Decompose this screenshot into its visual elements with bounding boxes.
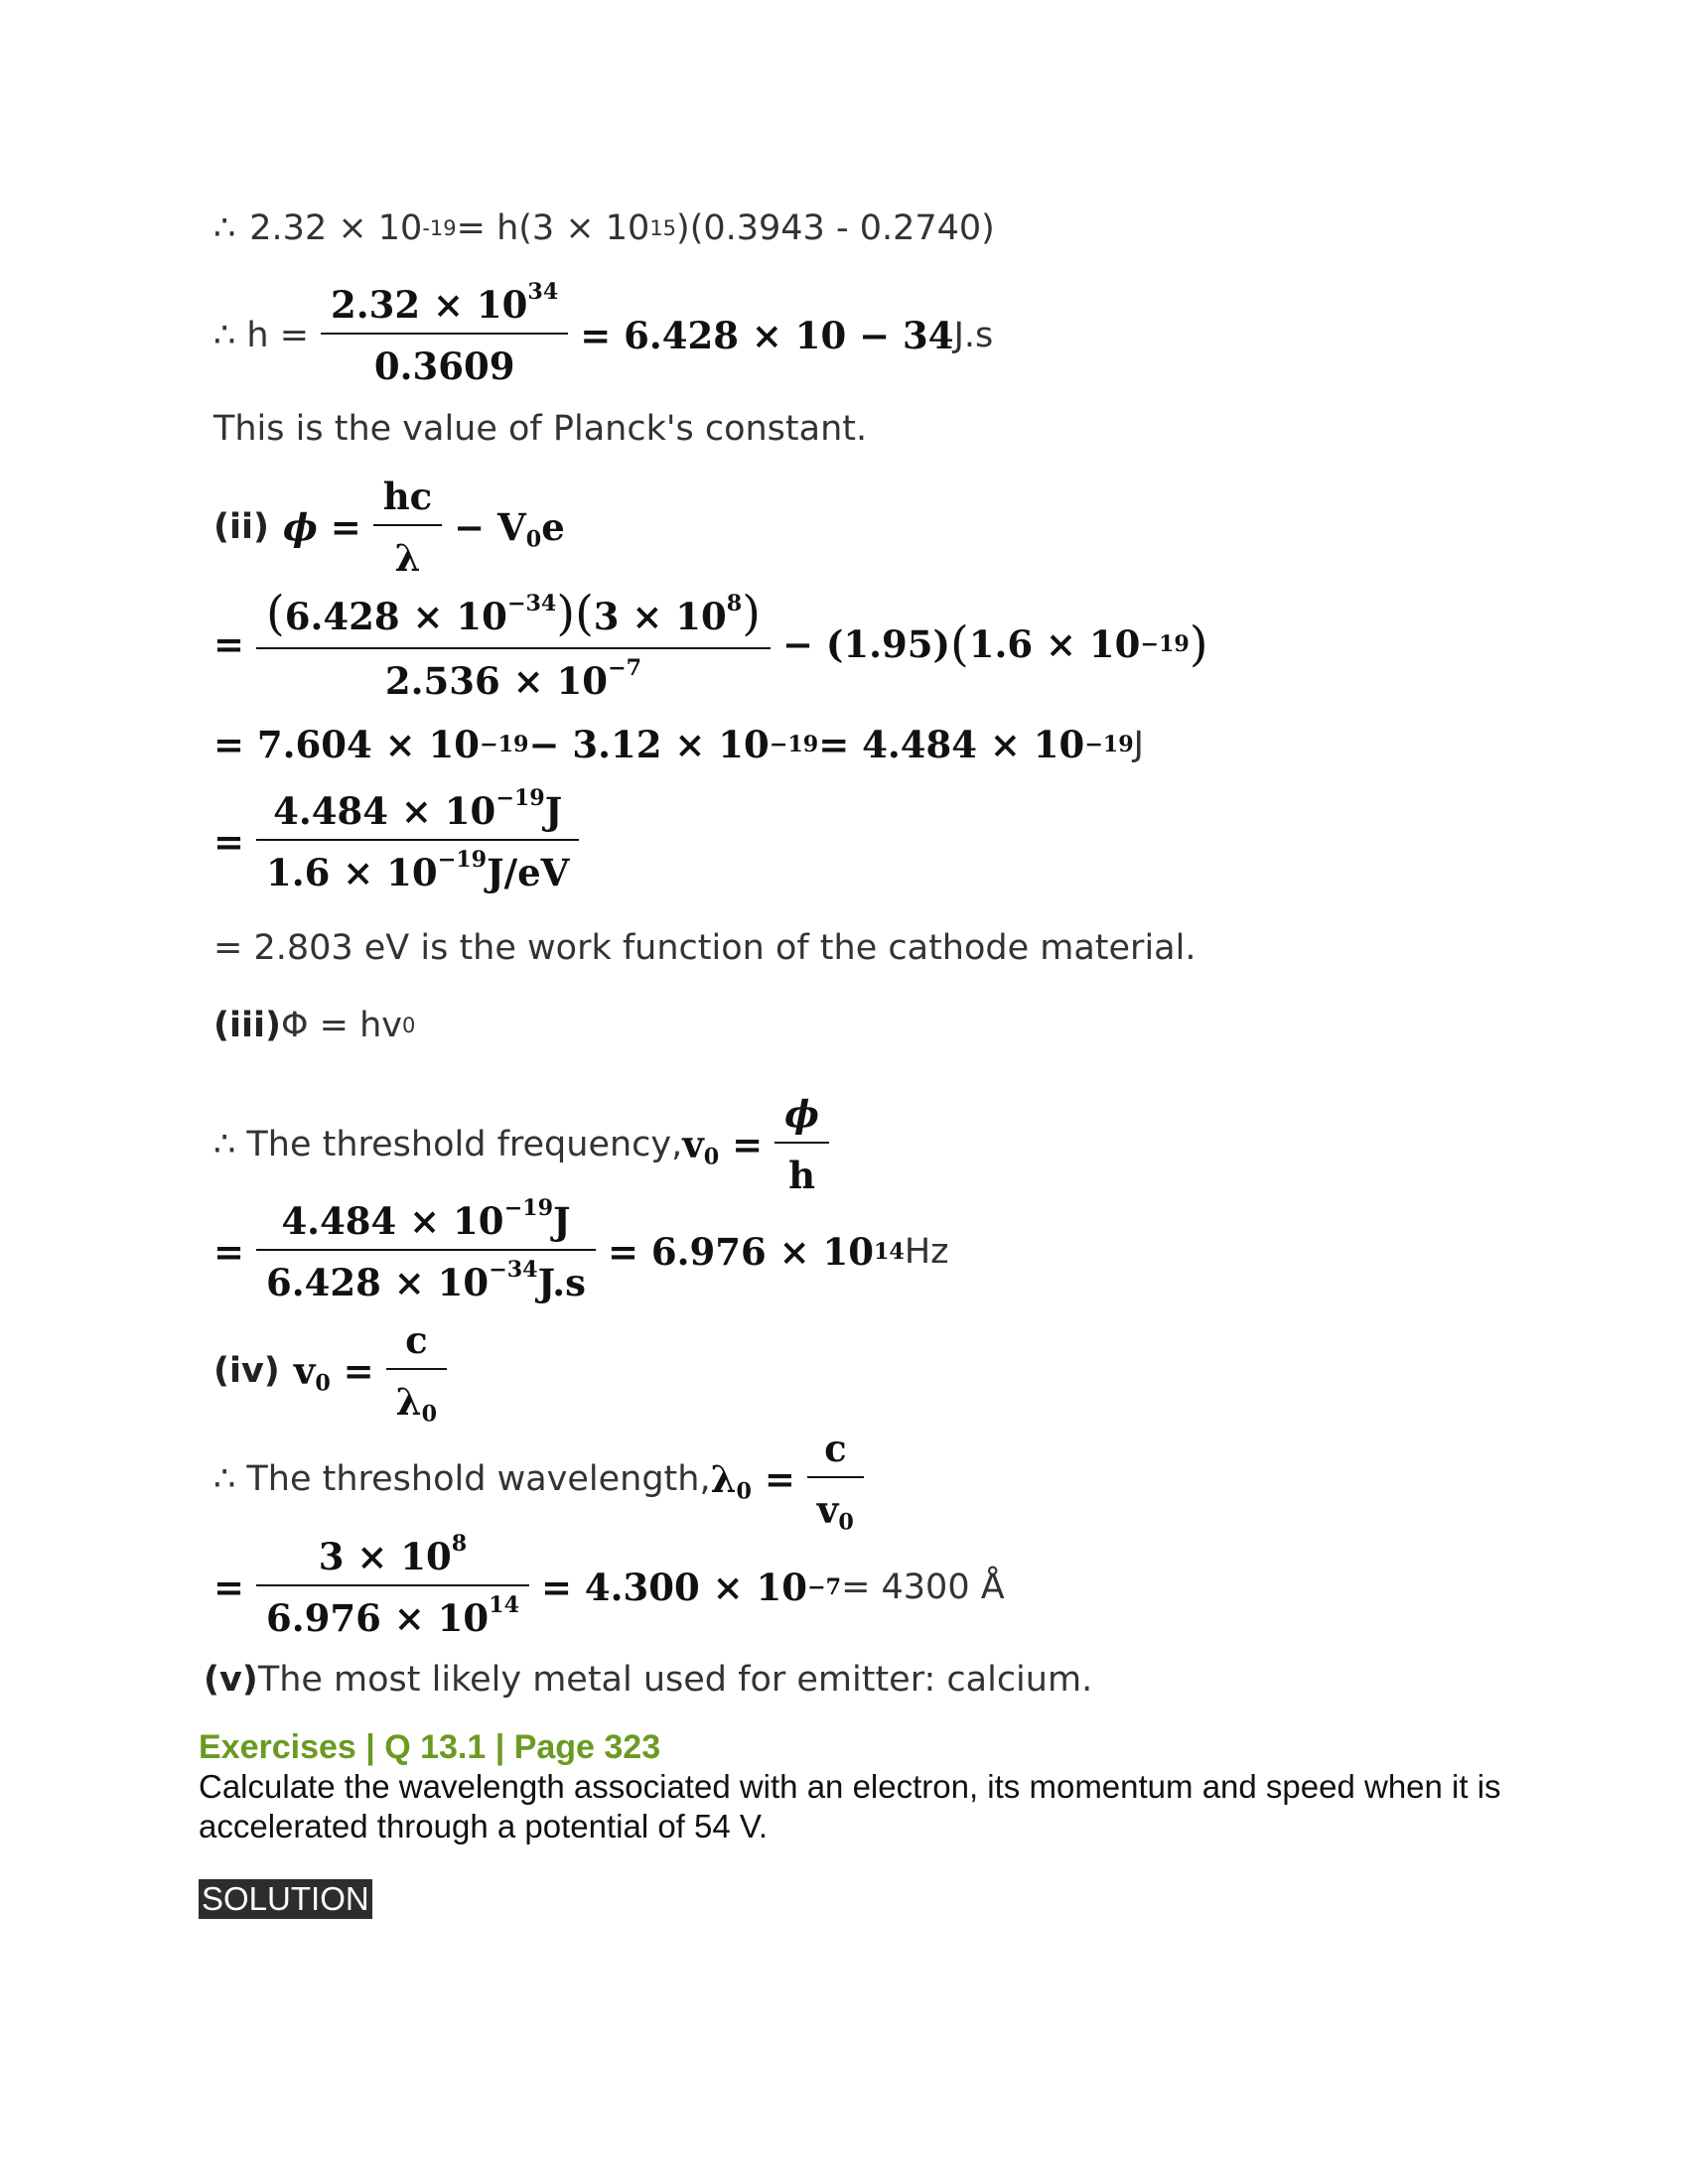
text-line-planck: This is the value of Planck's constant. [213,409,868,449]
equation-line-6: = 7.604 × 10 −19 − 3.12 × 10 −19 = 4.484 × 10 −19 J [213,723,1144,766]
fraction: $\frac{4.484 \times 10^{-19}J}{6.428 \times 10^{-34}J.s}$ [256,1199,596,1304]
fraction: $\frac{(6.428 \times 10^{-34})(3 \times 10^8)}{2.536 \times 10^{-7}}$ [256,586,771,703]
equation-line-iv: (iv) $v_0$ = $\frac{c}{\lambda_0}$ [213,1318,459,1424]
text-line-work-function: = 2.803 eV is the work function of the cathode material. [213,928,1196,968]
therefore-symbol: ∴ [213,208,236,248]
fraction: $\frac{4.484 \times 10^{-19}J}{1.6 \times 10^{-19}J/eV}$ [256,789,579,894]
equation-line-ii: (ii) ϕ = $\frac{hc}{\lambda}$ − $V_0e$ [213,475,565,580]
equation-line-11: = $\frac{4.484 \times 10^{-19}J}{6.428 \times 10^{-34}J.s}$ = 6.976 × 10 14 Hz [213,1195,949,1304]
exercise-question: Calculate the wavelength associated with an electron, its momentum and speed when it is accelerated through a potential of 54 V. [199,1768,1501,1844]
part-label: (ii) [213,507,269,547]
exercise-heading: Exercises | Q 13.1 | Page 323 [199,1728,661,1766]
part-label: (iii) [213,1006,281,1045]
part-label: (iv) [213,1351,280,1391]
fraction: $\frac{3 \times 10^8}{6.976 \times 10^{14}}$ [256,1535,529,1640]
equation-line-iii: (iii) Φ = hv 0 [213,1006,416,1045]
equation-line-13: ∴ The threshold wavelength, $\lambda_0$ = $\frac{c}{v_0}$ [213,1427,876,1532]
equation-line-1: ∴ 2.32 × 10 -19 = h(3 × 10 15 )(0.3943 - 0.2740) [213,208,995,248]
fraction: $\frac{hc}{\lambda}$ [373,475,442,580]
equation-line-14: = $\frac{3 \times 10^8}{6.976 \times 10^{14}}$ = 4.300 × 10 −7 = 4300 Å [213,1531,1005,1640]
equation-line-7: = $\frac{4.484 \times 10^{-19}J}{1.6 \times 10^{-19}J/eV}$ [213,789,591,894]
equation-line-2: ∴ h = $\frac{2.32 \times 10^{34}}{0.3609}$ = 6.428 × 10 − 34 J.s [213,279,994,388]
fraction: $\frac{c}{v_0}$ [807,1427,864,1532]
equation-line-5: = $\frac{(6.428 \times 10^{-34})(3 \times 10^8)}{2.536 \times 10^{-7}}$ − (1.95) ( 1.6 × 10 −19 ) [213,586,1208,703]
equation-line-10: ∴ The threshold frequency, $v_0$ = $\frac{\phi}{h}$ [213,1092,841,1197]
solution-button[interactable]: SOLUTION [199,1879,372,1919]
fraction: $\frac{2.32 \times 10^{34}}{0.3609}$ [321,283,568,388]
part-label: (v) [204,1660,258,1700]
fraction: $\frac{c}{\lambda_0}$ [386,1318,447,1424]
fraction: $\frac{\phi}{h}$ [774,1092,829,1197]
text-line-v: (v) The most likely metal used for emitter: calcium. [204,1660,1093,1700]
